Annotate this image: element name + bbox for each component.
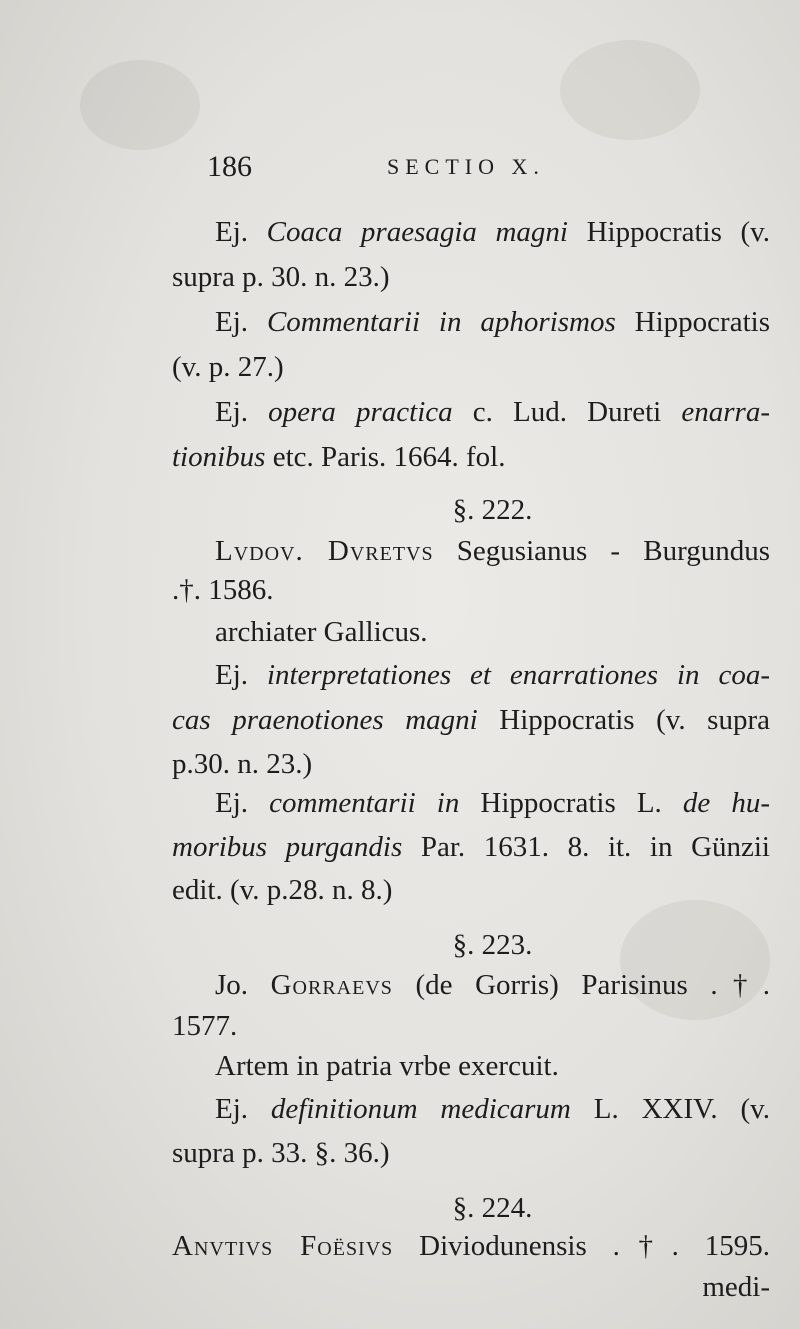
text-line: Jo. Gorraevs (de Gorris) Parisinus .†. [215, 969, 770, 1001]
text-line: .†. 1586. [172, 574, 274, 606]
section-heading: §. 223. [452, 929, 533, 961]
text-line: edit. (v. p.28. n. 8.) [172, 874, 393, 906]
text-line: p.30. n. 23.) [172, 748, 313, 780]
running-head: SECTIO X. [387, 154, 545, 179]
catchword: medi- [702, 1271, 770, 1303]
section-heading: §. 222. [452, 494, 533, 526]
text-line: supra p. 33. §. 36.) [172, 1137, 390, 1169]
text-line: supra p. 30. n. 23.) [172, 261, 390, 293]
text-line: Ej. interpretationes et enarrationes in coa- [215, 659, 770, 691]
paper-stain [560, 40, 700, 140]
text-line: Lvdov. Dvretvs Segusianus - Burgundus [215, 535, 771, 567]
text-line: Anvtivs Foësivs Diviodunensis .†. 1595. [172, 1230, 770, 1262]
text-line: moribus purgandis Par. 1631. 8. it. in Günzii [172, 831, 770, 863]
text-line: Ej. opera practica c. Lud. Dureti enarra- [215, 396, 770, 428]
text-line: archiater Gallicus. [215, 616, 428, 648]
section-heading: §. 224. [452, 1192, 533, 1224]
page-number: 186 [207, 150, 252, 183]
text-line: cas praenotiones magni Hippocratis (v. supra [172, 704, 771, 736]
text-line: Ej. definitionum medicarum L. XXIV. (v. [215, 1093, 770, 1125]
text-line: Ej. Coaca praesagia magni Hippocratis (v. [215, 216, 770, 248]
page-header [207, 150, 767, 190]
paper-stain [80, 60, 200, 150]
text-line: Ej. commentarii in Hippocratis L. de hu- [215, 787, 770, 819]
text-line: (v. p. 27.) [172, 351, 284, 383]
text-line: Ej. Commentarii in aphorismos Hippocratis [215, 306, 770, 338]
text-line: Artem in patria vrbe exercuit. [215, 1050, 559, 1082]
text-line: 1577. [172, 1010, 238, 1042]
text-line: tionibus etc. Paris. 1664. fol. [172, 441, 506, 473]
